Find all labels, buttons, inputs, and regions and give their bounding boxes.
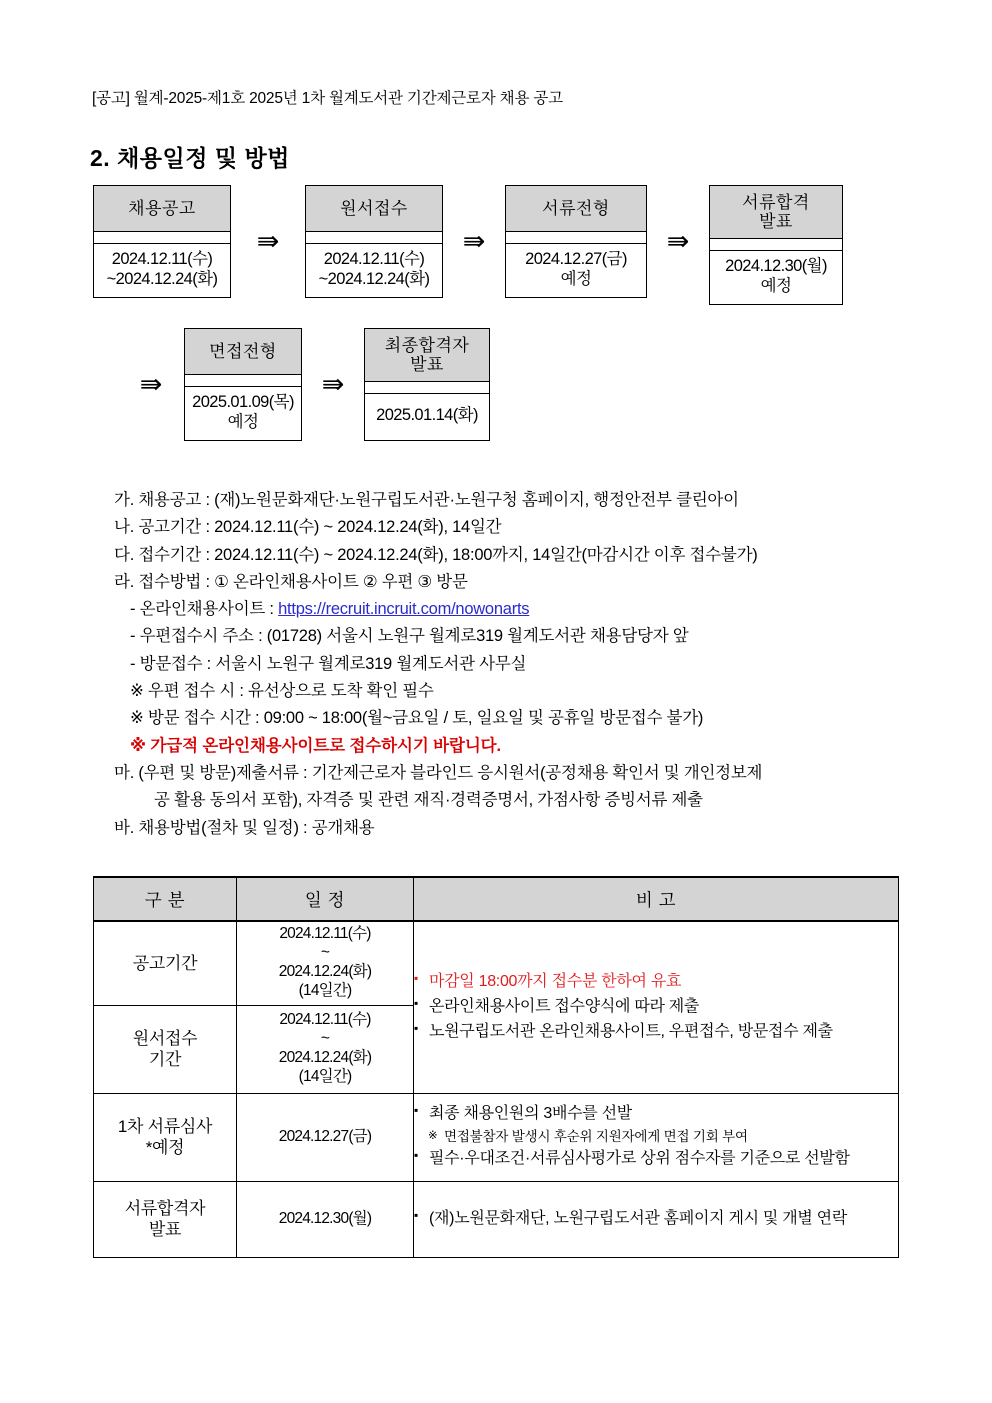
note-mail-confirm: ※ 우편 접수 시 : 유선상으로 도착 확인 필수: [130, 682, 434, 701]
flow-box-date-line: 예정: [560, 269, 592, 288]
flow-box-title: 원서접수: [306, 186, 442, 232]
schedule-line: 2024.12.24(화): [278, 1049, 372, 1066]
flow-box-title: 채용공고: [94, 186, 230, 232]
schedule-line: (14일간): [298, 1067, 352, 1085]
flow-box-title-line1: 최종합격자: [384, 335, 470, 355]
schedule-line: ~: [320, 944, 330, 962]
cell-gubun: [94, 1005, 237, 1093]
flow-box-divider: [710, 239, 842, 251]
document-header-line: [공고] 월계-2025-제1호 2025년 1차 월계도서관 기간제근로자 채용 공고: [92, 90, 563, 107]
flow-box-title: [710, 186, 842, 239]
flow-box-date-line: 2024.12.11(수): [111, 250, 213, 269]
flow-arrow-icon: ⇛: [139, 369, 163, 400]
flow-box-date-line: 예정: [760, 276, 792, 295]
flow-arrow-icon: ⇛: [321, 369, 345, 400]
flow-box-divider: [306, 232, 442, 244]
flow-box-body: [506, 244, 646, 297]
recruitment-flow-diagram: [0, 185, 992, 453]
flow-box-job-posting: [93, 185, 231, 298]
remark-line: ▪ 최종 채용인원의 3배수를 선발: [414, 1102, 898, 1127]
flow-box-interview: [184, 328, 302, 441]
flow-box-date-line: 2024.12.30(월): [725, 257, 827, 276]
cell-schedule: [237, 1181, 414, 1257]
flow-box-final-result: [364, 328, 490, 441]
flow-box-document-result: [709, 185, 843, 305]
schedule-line: 2024.12.24(화): [278, 963, 372, 981]
table-header-row: [94, 877, 899, 921]
list-item-d-mail: - 우편접수시 주소 : (01728) 서울시 노원구 월계로319 월계도서관 채용담당자 앞: [130, 627, 689, 646]
flow-box-title-line1: 서류합격: [742, 192, 810, 212]
schedule-table: [93, 876, 899, 1258]
table-row: [94, 1181, 899, 1257]
remark-subnote: ※ 면접불참자 발생시 후순위 지원자에게 면접 기회 부여: [414, 1127, 898, 1148]
list-item-a: 가. 채용공고 : (재)노원문화재단·노원구립도서관·노원구청 홈페이지, 행정안전부 클린아이: [114, 491, 739, 509]
flow-arrow-icon: ⇛: [666, 226, 690, 257]
flow-box-divider: [185, 375, 301, 387]
flow-box-divider: [94, 232, 230, 244]
remark-line: ▪ 온라인채용사이트 접수양식에 따라 제출: [414, 995, 898, 1020]
recruit-site-link[interactable]: https://recruit.incruit.com/nowonarts: [278, 600, 530, 619]
flow-box-document-screening: [505, 185, 647, 298]
table-row: [94, 921, 899, 1005]
schedule-line: 2024.12.11(수): [279, 925, 371, 943]
flow-box-date-line: 2024.12.27(금): [525, 250, 627, 269]
flow-box-title-line2: 발표: [759, 212, 793, 231]
table-row: [94, 1093, 899, 1181]
list-item-e-line2: 공 활용 동의서 포함), 자격증 및 관련 재직·경력증명서, 가점사항 증빙서류 제출: [154, 791, 703, 810]
schedule-line: 2024.12.27(금): [278, 1127, 372, 1145]
cell-gubun-line2: 발표: [148, 1220, 182, 1239]
schedule-line: 2024.12.11(수): [279, 1011, 371, 1029]
schedule-line: ~: [320, 1030, 330, 1048]
flow-box-date-line: 예정: [227, 412, 259, 431]
flow-box-date-line: 2025.01.09(목): [192, 393, 294, 412]
schedule-line: (14일간): [298, 982, 352, 1000]
list-item-e-line1: 마. (우편 및 방문)제출서류 : 기간제근로자 블라인드 응시원서(공정채용 확인서 및 개인정보제: [114, 763, 763, 782]
remark-line: ▪ (재)노원문화재단, 노원구립도서관 홈페이지 게시 및 개별 연락: [414, 1207, 898, 1232]
flow-box-title: 서류전형: [506, 186, 646, 232]
column-header-remarks: 비 고: [414, 877, 899, 921]
list-item-d: 라. 접수방법 : ① 온라인채용사이트 ② 우편 ③ 방문: [114, 572, 468, 591]
list-item-d-online-label: - 온라인채용사이트 :: [130, 600, 279, 619]
flow-box-date-line: 2025.01.14(화): [376, 406, 478, 425]
note-prefer-online: ※ 가급적 온라인채용사이트로 접수하시기 바랍니다.: [130, 736, 501, 755]
cell-remarks: [414, 1181, 899, 1257]
flow-arrow-icon: ⇛: [256, 226, 280, 257]
remark-line: ▪ 필수·우대조건·서류심사평가로 상위 점수자를 기준으로 선발함: [414, 1147, 898, 1172]
cell-schedule: [237, 1005, 414, 1093]
cell-schedule: [237, 921, 414, 1005]
flow-box-divider: [365, 382, 489, 394]
cell-gubun: [94, 1093, 237, 1181]
cell-gubun: [94, 1181, 237, 1257]
section-title: 2. 채용일정 및 방법: [90, 145, 290, 171]
cell-gubun: 공고기간: [94, 921, 237, 1005]
detail-list: [0, 487, 992, 842]
schedule-line: 2024.12.30(월): [278, 1209, 372, 1227]
cell-remarks-merged: [414, 921, 899, 1093]
cell-gubun-line1: 원서접수: [132, 1028, 198, 1048]
flow-box-body: [306, 244, 442, 297]
flow-box-divider: [506, 232, 646, 244]
list-item-d-online: [0, 596, 992, 623]
schedule-table-wrapper: [93, 876, 898, 1258]
flow-box-title: 면접전형: [185, 329, 301, 375]
list-item-c: 다. 접수기간 : 2024.12.11(수) ~ 2024.12.24(화), 18:00까지, 14일간(마감시간 이후 접수불가): [114, 545, 758, 564]
cell-remarks: [414, 1093, 899, 1181]
flow-box-body: [94, 244, 230, 297]
remark-line: ▪ 마감일 18:00까지 접수분 한하여 유효: [414, 970, 898, 995]
flow-box-body: [710, 251, 842, 304]
column-header-schedule: 일 정: [237, 877, 414, 921]
cell-gubun-line2: 기간: [148, 1050, 182, 1069]
flow-row-2: [0, 328, 992, 453]
list-item-d-visit: - 방문접수 : 서울시 노원구 월계로319 월계도서관 사무실: [130, 654, 527, 673]
flow-box-date-line: 2024.12.11(수): [323, 250, 425, 269]
flow-box-body: [185, 387, 301, 440]
remark-line: ▪ 노원구립도서관 온라인채용사이트, 우편접수, 방문접수 제출: [414, 1020, 898, 1045]
cell-schedule: [237, 1093, 414, 1181]
flow-box-date-line: ~2024.12.24(화): [106, 269, 218, 288]
flow-arrow-icon: ⇛: [462, 226, 486, 257]
cell-gubun-line2: *예정: [145, 1138, 185, 1157]
flow-box-body: [365, 394, 489, 440]
flow-box-date-line: ~2024.12.24(화): [318, 269, 430, 288]
cell-gubun-line1: 1차 서류심사: [117, 1116, 213, 1136]
flow-box-title-line2: 발표: [410, 355, 444, 374]
note-visit-hours: ※ 방문 접수 시간 : 09:00 ~ 18:00(월~금요일 / 토, 일요일 및 공휴일 방문접수 불가): [130, 709, 704, 728]
list-item-f: 바. 채용방법(절차 및 일정) : 공개채용: [114, 818, 375, 837]
list-item-b: 나. 공고기간 : 2024.12.11(수) ~ 2024.12.24(화), 14일간: [114, 518, 502, 537]
cell-gubun-line1: 서류합격자: [124, 1198, 206, 1218]
column-header-gubun: 구 분: [94, 877, 237, 921]
flow-box-application: [305, 185, 443, 298]
flow-row-1: [0, 185, 992, 310]
flow-box-title: [365, 329, 489, 382]
